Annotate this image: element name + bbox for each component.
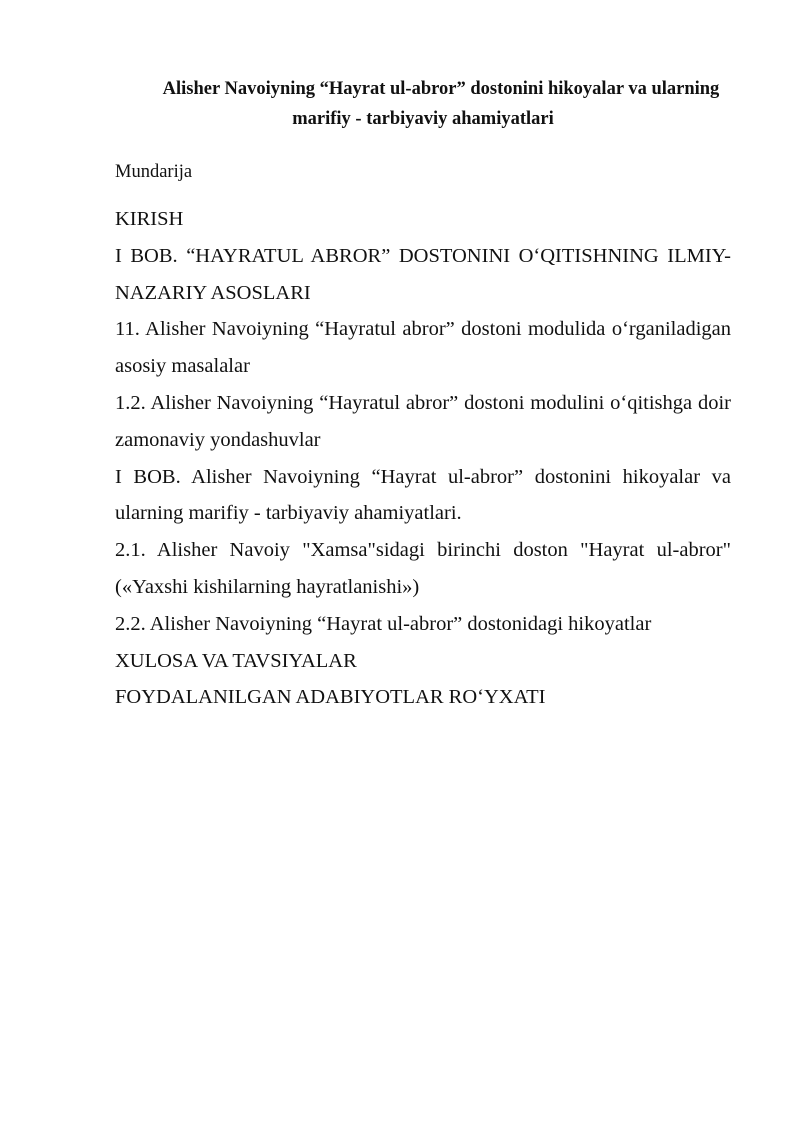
toc-item-section-2-1: 2.1. Alisher Navoiy "Xamsa"sidagi birinchi doston "Hayrat ul-abror" («Yaxshi kishilarning hayratlanishi») [115,539,731,598]
toc-item-section-1-1: 11. Alisher Navoiyning “Hayratul abror” dostoni modulida o‘rganiladigan asosiy masalalar [115,318,731,378]
toc-item-introduction: KIRISH [115,208,184,230]
document-title: Alisher Navoiyning “Hayrat ul-abror” dostonini hikoyalar va ularning marifiy - tarbiyaviy ahamiyatlari [162,79,720,129]
toc-item-section-1-2: 1.2. Alisher Navoiyning “Hayratul abror” dostoni modulini o‘qitishga doir zamonaviy yondashuvlar [115,391,731,451]
toc-item-chapter-1: I BOB. “HAYRATUL ABROR” DOSTONINI O‘QITISHNING ILMIY-NAZARIY ASOSLARI [115,244,731,304]
toc-item-section-2-2: 2.2. Alisher Navoiyning “Hayrat ul-abror” dostonidagi hikoyatlar [115,612,652,635]
toc-item-chapter-2: I BOB. Alisher Navoiyning “Hayrat ul-abror” dostonini hikoyalar va ularning marifiy - tarbiyaviy ahamiyatlari. [115,465,731,525]
table-of-contents [115,201,731,716]
toc-item-references: FOYDALANILGAN ADABIYOTLAR RO‘YXATI [115,686,546,709]
toc-item-conclusion: XULOSA VA TAVSIYALAR [115,649,357,672]
contents-heading: Mundarija [115,162,193,182]
